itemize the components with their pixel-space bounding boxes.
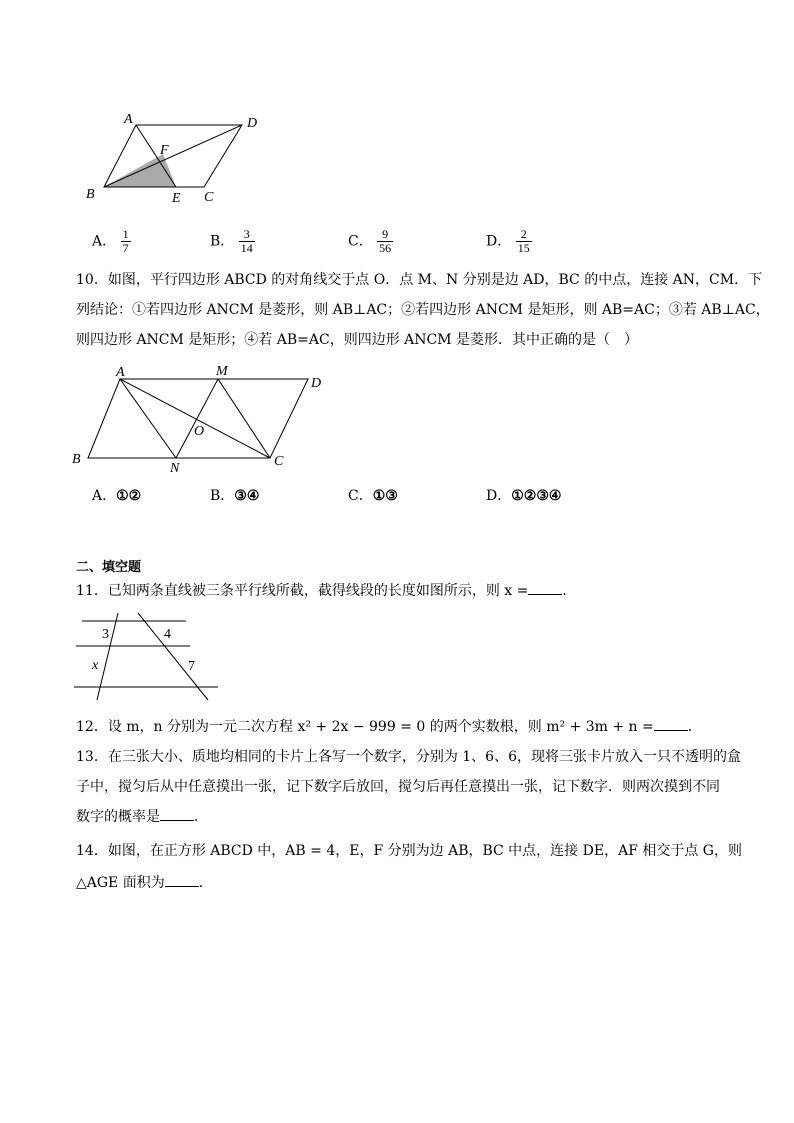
label-d: D [311, 376, 322, 391]
q10-option-a: A．①② [92, 488, 142, 504]
answer-blank [165, 872, 199, 887]
label-b: B [72, 452, 81, 467]
q10-line-2: 列结论：①若四边形 ANCM 是菱形，则 AB⊥AC；②若四边形 ANCM 是矩形，则 AB=AC；③若 AB⊥AC， [76, 302, 770, 318]
q10-line-1: 10．如图，平行四边形 ABCD 的对角线交于点 O．点 M、N 分别是边 AD，BC 的中点，连接 AN，CM．下 [76, 272, 763, 288]
q11-line: 11．已知两条直线被三条平行线所截，截得线段的长度如图所示，则 x = ． [76, 580, 576, 602]
label-x: x [92, 658, 99, 673]
figure-q11 [70, 610, 230, 705]
segment-ac [120, 379, 270, 458]
segment-nm [176, 379, 218, 458]
figure-q10 [68, 360, 338, 480]
segment-bd [104, 125, 242, 187]
q10-option-c: C．①③ [348, 488, 398, 504]
section-title: 二、填空题 [76, 560, 142, 575]
parallelogram-abcd [88, 379, 308, 458]
label-b: B [86, 187, 95, 202]
q10-option-d: D．①②③④ [486, 488, 562, 504]
label-7: 7 [188, 659, 195, 674]
fraction: $\frac{3}{14}$ [240, 227, 253, 255]
q9-option-a: A． $\frac{1}{7}$ [92, 227, 129, 255]
label-n: N [170, 461, 180, 476]
q10-option-b: B．③④ [210, 488, 260, 504]
label-m: M [216, 364, 228, 379]
label-4: 4 [164, 627, 171, 642]
answer-blank [528, 580, 562, 595]
fraction: $\frac{1}{7}$ [122, 227, 129, 255]
fraction: $\frac{2}{15}$ [517, 227, 530, 255]
label-c: C [274, 454, 284, 469]
label-3: 3 [102, 627, 109, 642]
q9-option-c: C． $\frac{9}{56}$ [348, 227, 392, 255]
q13-line-2: 子中，搅匀后从中任意摸出一张，记下数字后放回，搅匀后再任意摸出一张，记下数字．则两次摸到不同 [76, 779, 720, 795]
label-d: D [247, 116, 258, 131]
answer-blank [654, 716, 688, 731]
label-o: O [194, 424, 205, 439]
q13-line-1: 13．在三张大小、质地均相同的卡片上各写一个数字，分别为 1、6、6，现将三张卡片放入一只不透明的盒 [76, 749, 741, 765]
q12-line: 12．设 m，n 分别为一元二次方程 x² + 2x − 999 = 0 的两个实数根，则 m² + 3m + n = ． [76, 716, 702, 738]
q14-line-1: 14．如图，在正方形 ABCD 中，AB = 4，E，F 分别为边 AB，BC 中点，连接 DE，AF 相交于点 G，则 [76, 843, 742, 859]
label-f: F [160, 143, 169, 158]
label-a: A [116, 365, 125, 380]
segment-mc [218, 379, 270, 458]
q10-line-3: 则四边形 ANCM 是矩形；④若 AB=AC，则四边形 ANCM 是菱形．其中正确的是（ ） [76, 332, 639, 348]
label-e: E [172, 191, 181, 206]
label-c: C [204, 190, 214, 205]
q13-line-3: 数字的概率是 ． [76, 806, 208, 828]
label-a: A [124, 112, 133, 127]
q9-option-b: B． $\frac{3}{14}$ [210, 227, 253, 255]
segment-an [120, 379, 176, 458]
fraction: $\frac{9}{56}$ [379, 227, 392, 255]
figure-q9 [80, 108, 280, 208]
q14-line-2: △AGE 面积为 ． [76, 872, 213, 894]
answer-blank [160, 806, 194, 821]
q9-option-d: D． $\frac{2}{15}$ [486, 227, 530, 255]
